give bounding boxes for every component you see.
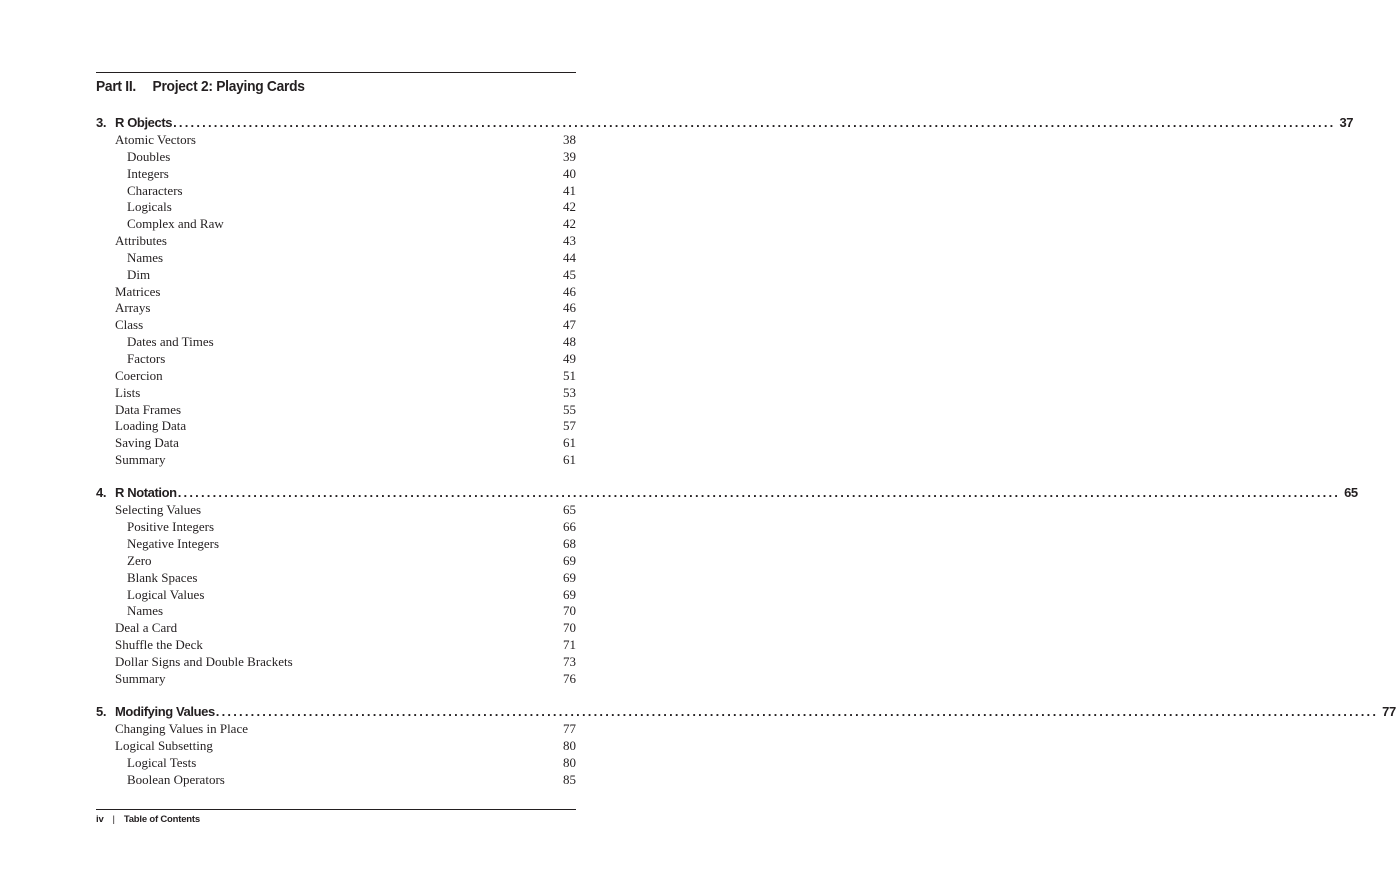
section-entry[interactable] — [96, 620, 576, 637]
entry-title: Deal a Card — [115, 620, 178, 636]
entry-page: 46 — [563, 283, 576, 299]
entry-title: Dollar Signs and Double Brackets — [115, 653, 293, 669]
footer-page-number: iv — [96, 814, 104, 825]
entry-page: 42 — [563, 199, 576, 215]
section-entry[interactable] — [96, 671, 576, 688]
chapter-title: R Notation — [115, 485, 177, 501]
section-entry[interactable] — [96, 654, 576, 671]
footer-separator: | — [112, 814, 115, 825]
section-entry[interactable] — [96, 284, 576, 301]
entry-page: 45 — [563, 266, 576, 282]
entry-page: 38 — [563, 132, 576, 147]
entry-title: Logicals — [127, 199, 172, 215]
entry-title: Names — [127, 603, 164, 619]
entry-title: Blank Spaces — [127, 569, 198, 585]
subsection-entry[interactable] — [96, 250, 576, 267]
entry-title: Complex and Raw — [127, 216, 224, 232]
dot-leader: ........................................................................................................................................................................................................ — [215, 704, 1379, 720]
subsection-entry[interactable] — [96, 519, 576, 536]
entry-title: Changing Values in Place — [115, 721, 248, 737]
entry-page: 48 — [563, 334, 576, 350]
entry-page: 70 — [563, 603, 576, 619]
entry-title: Data Frames — [115, 401, 182, 417]
entry-title: Shuffle the Deck — [115, 637, 203, 653]
chapter-block — [96, 113, 1354, 469]
entry-page: 71 — [563, 637, 576, 653]
chapter-title: Modifying Values — [115, 704, 215, 720]
entry-page: 85 — [563, 771, 576, 787]
chapter-number: 3. — [96, 115, 107, 130]
page-footer — [96, 814, 200, 825]
entry-title: Logical Subsetting — [115, 738, 213, 753]
entry-title: Class — [115, 317, 144, 333]
bottom-rule — [96, 809, 576, 810]
entry-page: 49 — [563, 350, 576, 366]
entry-title: Names — [127, 249, 164, 265]
dot-leader: ........................................................................................................................................................................................................ — [173, 115, 1336, 130]
table-of-contents — [96, 113, 1396, 803]
subsection-entry[interactable] — [96, 351, 576, 368]
entry-title: Logical Values — [127, 586, 205, 602]
entry-page: 53 — [563, 384, 576, 400]
entry-page: 39 — [563, 148, 576, 164]
entry-page: 43 — [563, 233, 576, 249]
entry-page: 69 — [563, 552, 576, 568]
entry-page: 80 — [563, 754, 576, 770]
entry-title: Positive Integers — [127, 519, 215, 535]
subsection-entry[interactable] — [96, 166, 576, 183]
entry-title: Summary — [115, 670, 166, 686]
chapter-block — [96, 483, 1358, 687]
chapter-page: 77 — [1382, 704, 1396, 720]
entry-title: Dates and Times — [127, 334, 214, 350]
entry-page: 46 — [563, 300, 576, 316]
entry-title: Integers — [127, 165, 169, 181]
chapter-page: 37 — [1339, 115, 1354, 130]
subsection-entry[interactable] — [96, 267, 576, 284]
footer-section-title: Table of Contents — [123, 814, 200, 825]
subsection-entry[interactable] — [96, 216, 576, 233]
subsection-entry[interactable] — [96, 149, 576, 166]
section-entry[interactable] — [96, 368, 576, 385]
chapter-row[interactable] — [96, 483, 1358, 502]
entry-page: 80 — [563, 738, 576, 753]
entry-title: Dim — [127, 266, 151, 282]
subsection-entry[interactable] — [96, 536, 576, 553]
entry-title: Saving Data — [115, 435, 179, 451]
entry-page: 51 — [563, 367, 576, 383]
entry-title: Zero — [127, 552, 152, 568]
entry-page: 44 — [563, 249, 576, 265]
entry-page: 47 — [563, 317, 576, 333]
entry-title: Characters — [127, 182, 183, 198]
section-entry[interactable] — [96, 738, 576, 755]
entry-page: 77 — [563, 721, 576, 737]
entry-title: Lists — [115, 384, 141, 400]
section-entry[interactable] — [96, 452, 576, 469]
entry-page: 66 — [563, 519, 576, 535]
chapter-title: R Objects — [115, 115, 173, 130]
entry-page: 73 — [563, 653, 576, 669]
entry-page: 57 — [563, 418, 576, 434]
chapter-row[interactable] — [96, 702, 1396, 721]
subsection-entry[interactable] — [96, 334, 576, 351]
entry-title: Arrays — [115, 300, 151, 316]
section-entry[interactable] — [96, 721, 576, 738]
entry-title: Boolean Operators — [127, 771, 225, 787]
chapter-number: 5. — [96, 704, 107, 720]
entry-page: 76 — [563, 670, 576, 686]
section-entry[interactable] — [96, 317, 576, 334]
entry-title: Negative Integers — [127, 536, 220, 552]
entry-page: 42 — [563, 216, 576, 232]
chapter-page: 65 — [1344, 485, 1358, 501]
subsection-entry[interactable] — [96, 570, 576, 587]
part-heading — [96, 78, 305, 95]
entry-page: 68 — [563, 536, 576, 552]
entry-title: Attributes — [115, 233, 167, 249]
section-entry[interactable] — [96, 300, 576, 317]
entry-title: Factors — [127, 350, 166, 366]
subsection-entry[interactable] — [96, 199, 576, 216]
entry-title: Doubles — [127, 148, 171, 164]
section-entry[interactable] — [96, 502, 576, 519]
section-entry[interactable] — [96, 132, 576, 149]
chapter-block — [96, 702, 1396, 788]
entry-page: 69 — [563, 569, 576, 585]
entry-page: 65 — [563, 502, 576, 518]
subsection-entry[interactable] — [96, 183, 576, 200]
entry-title: Loading Data — [115, 418, 187, 434]
entry-page: 61 — [563, 435, 576, 451]
section-entry[interactable] — [96, 402, 576, 419]
dot-leader: ........................................................................................................................................................................................................ — [177, 485, 1341, 501]
entry-title: Coercion — [115, 367, 163, 383]
entry-page: 69 — [563, 586, 576, 602]
chapter-number: 4. — [96, 485, 107, 501]
section-entry[interactable] — [96, 385, 576, 402]
subsection-entry[interactable] — [96, 755, 576, 772]
entry-title: Matrices — [115, 283, 161, 299]
subsection-entry[interactable] — [96, 587, 576, 604]
entry-title: Logical Tests — [127, 754, 197, 770]
subsection-entry[interactable] — [96, 553, 576, 570]
entry-page: 70 — [563, 620, 576, 636]
section-entry[interactable] — [96, 233, 576, 250]
part-title: Project 2: Playing Cards — [152, 78, 305, 95]
entry-title: Selecting Values — [115, 502, 202, 518]
chapter-row[interactable] — [96, 113, 1354, 132]
section-entry[interactable] — [96, 418, 576, 435]
section-entry[interactable] — [96, 637, 576, 654]
entry-title: Summary — [115, 452, 166, 468]
entry-page: 40 — [563, 165, 576, 181]
part-label: Part II. — [96, 78, 136, 95]
top-rule — [96, 72, 576, 73]
entry-page: 61 — [563, 452, 576, 468]
entry-page: 41 — [563, 182, 576, 198]
subsection-entry[interactable] — [96, 603, 576, 620]
entry-title: Atomic Vectors — [115, 132, 196, 147]
section-entry[interactable] — [96, 435, 576, 452]
subsection-entry[interactable] — [96, 772, 576, 789]
entry-page: 55 — [563, 401, 576, 417]
